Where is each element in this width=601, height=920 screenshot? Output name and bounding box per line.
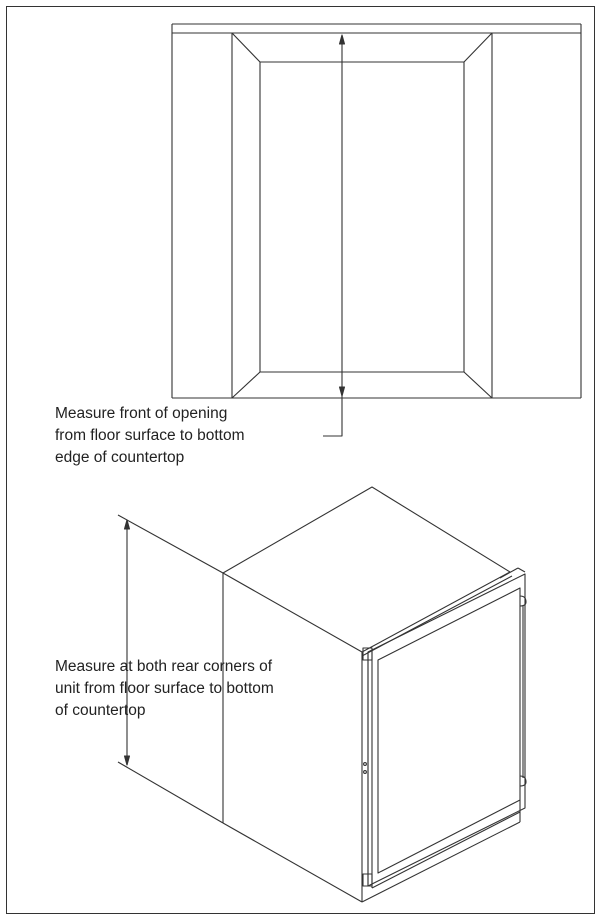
opening-measure-caption: Measure front of opening from floor surface to bottom edge of countertop	[55, 405, 245, 466]
opening-height-arrow	[323, 35, 345, 436]
cabinet-opening-illustration	[172, 24, 581, 398]
unit-measure-caption: Measure at both rear corners of unit from floor surface to bottom of countertop	[55, 658, 274, 719]
